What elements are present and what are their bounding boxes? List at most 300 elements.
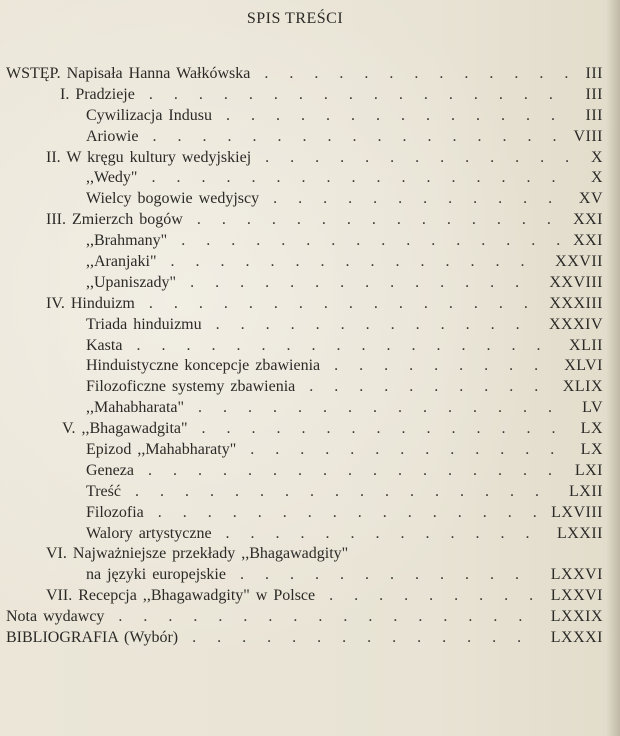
dot-leader: . — [232, 503, 237, 521]
dot-leader: . — [134, 482, 139, 500]
dot-leader: . — [259, 482, 264, 500]
dot-leader: . — [379, 587, 384, 605]
dot-leader: . — [407, 503, 412, 521]
dot-leader: . — [248, 294, 253, 312]
dot-leader: . — [215, 273, 220, 291]
dot-leader: . — [381, 232, 386, 250]
dot-leader: . — [452, 127, 457, 145]
dot-leader: . — [198, 294, 203, 312]
dot-leader: . — [273, 190, 278, 208]
dot-leader: . — [423, 85, 428, 103]
dot-leader: . — [397, 461, 402, 479]
dot-leader: . — [325, 106, 330, 124]
toc-entry-page-number: LXVIII — [551, 503, 603, 521]
toc-entry-title: Wielcy bogowie wedyjscy — [86, 190, 260, 208]
dot-leader: . — [268, 608, 273, 626]
dot-leader: . — [373, 190, 378, 208]
dot-leader: . — [384, 482, 389, 500]
dot-leader: . — [325, 441, 330, 459]
toc-entry-title: Geneza — [86, 461, 134, 479]
dot-leader: . — [170, 253, 175, 271]
toc-entry-title: Ariowie — [86, 127, 139, 145]
toc-entry — [0, 64, 620, 85]
dot-leader: . — [375, 441, 380, 459]
dot-leader: . — [436, 336, 441, 354]
toc-entry-title: BIBLIOGRAFIA (Wybór) — [6, 629, 179, 647]
dot-leader: . — [182, 503, 187, 521]
dot-leader: . — [525, 524, 530, 542]
dot-leader: . — [406, 232, 411, 250]
page-title: SPIS TREŚCI — [246, 10, 344, 27]
dot-leader: . — [250, 441, 255, 459]
dot-leader: . — [472, 461, 477, 479]
dot-leader: . — [493, 608, 498, 626]
toc-entry — [0, 273, 620, 294]
dot-leader: . — [273, 85, 278, 103]
dot-leader: . — [484, 357, 489, 375]
dot-leader: . — [345, 253, 350, 271]
dot-leader: . — [326, 169, 331, 187]
dot-leader: . — [393, 608, 398, 626]
toc-entry — [0, 148, 620, 169]
toc-entry-title: II. W kręgu kultury wedyjskiej — [46, 148, 252, 166]
dot-leader: . — [323, 190, 328, 208]
dot-leader: . — [173, 85, 178, 103]
dot-leader: . — [527, 127, 532, 145]
dot-leader: . — [414, 566, 419, 584]
dot-leader: . — [440, 315, 445, 333]
dot-leader: . — [265, 273, 270, 291]
dot-leader: . — [507, 503, 512, 521]
toc-entry — [0, 231, 620, 252]
dot-leader: . — [373, 399, 378, 417]
dot-leader: . — [239, 566, 244, 584]
toc-entry-title: ,,Brahmany" — [86, 232, 168, 250]
toc-entry-title: III. Zmierzch bogów — [46, 211, 183, 229]
toc-entry — [0, 336, 620, 357]
dot-leader: . — [300, 441, 305, 459]
toc-entry-title: Hinduistyczne koncepcje zbawienia — [86, 357, 321, 375]
dot-leader: . — [473, 85, 478, 103]
toc-entry-title: Filozoficzne systemy zbawienia — [86, 378, 296, 396]
dot-leader: . — [509, 357, 514, 375]
dot-leader: . — [348, 294, 353, 312]
dot-leader: . — [198, 399, 203, 417]
dot-leader: . — [186, 336, 191, 354]
dot-leader: . — [398, 399, 403, 417]
dot-leader: . — [315, 273, 320, 291]
dot-leader: . — [265, 315, 270, 333]
dot-leader: . — [336, 336, 341, 354]
dot-leader: . — [356, 232, 361, 250]
dot-leader: . — [551, 169, 556, 187]
dot-leader: . — [534, 357, 539, 375]
dot-leader: . — [395, 253, 400, 271]
dot-leader: . — [173, 294, 178, 312]
toc-entry-page-number: XXI — [573, 211, 603, 229]
dot-leader: . — [348, 399, 353, 417]
dot-leader: . — [223, 85, 228, 103]
dot-leader: . — [157, 503, 162, 521]
dot-leader: . — [340, 315, 345, 333]
dot-leader: . — [309, 482, 314, 500]
toc-entry — [0, 127, 620, 148]
dot-leader: . — [459, 482, 464, 500]
dot-leader: . — [431, 232, 436, 250]
dot-leader: . — [409, 482, 414, 500]
dot-leader: . — [400, 524, 405, 542]
dot-leader: . — [515, 315, 520, 333]
dot-leader: . — [361, 336, 366, 354]
toc-entry-page-number: LXXXI — [550, 629, 603, 647]
dot-leader: . — [227, 127, 232, 145]
dot-leader: . — [434, 482, 439, 500]
dot-leader: . — [459, 378, 464, 396]
toc-entry-page-number: LXII — [569, 482, 603, 500]
toc-entry — [0, 503, 620, 524]
toc-entry — [0, 544, 620, 565]
dot-leader: . — [490, 315, 495, 333]
dot-leader: . — [315, 315, 320, 333]
dot-leader: . — [498, 85, 503, 103]
dot-leader: . — [520, 253, 525, 271]
dot-leader: . — [147, 461, 152, 479]
dot-leader: . — [495, 253, 500, 271]
dot-leader: . — [484, 482, 489, 500]
dot-leader: . — [504, 587, 509, 605]
dot-leader: . — [184, 482, 189, 500]
dot-leader: . — [257, 503, 262, 521]
dot-leader: . — [307, 503, 312, 521]
dot-leader: . — [357, 503, 362, 521]
dot-leader: . — [334, 378, 339, 396]
dot-leader: . — [461, 336, 466, 354]
dot-leader: . — [402, 127, 407, 145]
dot-leader: . — [339, 65, 344, 82]
dot-leader: . — [236, 336, 241, 354]
dot-leader: . — [206, 232, 211, 250]
dot-leader: . — [398, 294, 403, 312]
dot-leader: . — [247, 461, 252, 479]
toc-entry-page-number: XLVI — [564, 357, 603, 375]
dot-leader: . — [526, 169, 531, 187]
dot-leader: . — [450, 441, 455, 459]
dot-leader: . — [526, 420, 531, 438]
toc-entry-page-number: LV — [582, 399, 603, 417]
dot-leader: . — [347, 461, 352, 479]
dot-leader: . — [277, 127, 282, 145]
dot-leader: . — [251, 169, 256, 187]
dot-leader: . — [509, 482, 514, 500]
dot-leader: . — [517, 629, 522, 647]
dot-leader: . — [364, 65, 369, 82]
toc-entry-page-number: VIII — [573, 127, 603, 145]
dot-leader: . — [217, 629, 222, 647]
dot-leader: . — [451, 420, 456, 438]
dot-leader: . — [373, 294, 378, 312]
dot-leader: . — [275, 441, 280, 459]
dot-leader: . — [118, 608, 123, 626]
dot-leader: . — [417, 629, 422, 647]
toc-entry-page-number: LX — [580, 420, 603, 438]
toc-entry — [0, 294, 620, 315]
toc-entry-title: Walory artystyczne — [86, 524, 212, 542]
toc-entry-title: ,,Upaniszady" — [86, 273, 177, 291]
dot-leader: . — [168, 608, 173, 626]
dot-leader: . — [329, 587, 334, 605]
toc-entry-page-number: LX — [580, 441, 603, 459]
dot-leader: . — [476, 420, 481, 438]
dot-leader: . — [281, 232, 286, 250]
dot-leader: . — [351, 420, 356, 438]
dot-leader: . — [443, 608, 448, 626]
dot-leader: . — [375, 106, 380, 124]
dot-leader: . — [548, 85, 553, 103]
toc-entry — [0, 189, 620, 210]
dot-leader: . — [365, 273, 370, 291]
toc-entry-page-number: LXXVI — [550, 566, 603, 584]
dot-leader: . — [400, 441, 405, 459]
dot-leader: . — [352, 127, 357, 145]
toc-entry-title: na języki europejskie — [86, 566, 226, 584]
dot-leader: . — [532, 503, 537, 521]
dot-leader: . — [459, 357, 464, 375]
dot-leader: . — [534, 482, 539, 500]
dot-leader: . — [196, 211, 201, 229]
dot-leader: . — [372, 461, 377, 479]
dot-leader: . — [201, 420, 206, 438]
toc-entry-page-number: X — [590, 169, 603, 187]
dot-leader: . — [509, 378, 514, 396]
dot-leader: . — [350, 441, 355, 459]
dot-leader: . — [457, 503, 462, 521]
dot-leader: . — [265, 148, 270, 166]
dot-leader: . — [331, 232, 336, 250]
dot-leader: . — [193, 608, 198, 626]
dot-leader: . — [143, 608, 148, 626]
dot-leader: . — [368, 608, 373, 626]
dot-leader: . — [359, 378, 364, 396]
dot-leader: . — [348, 190, 353, 208]
toc-entry-title: VI. Najważniejsze przekłady ,,Bhagawadgity" — [46, 545, 349, 563]
dot-leader: . — [284, 482, 289, 500]
dot-leader: . — [506, 232, 511, 250]
toc-entry-page-number: XXXIII — [549, 294, 603, 312]
dot-leader: . — [271, 211, 276, 229]
dot-leader: . — [314, 566, 319, 584]
dot-leader: . — [548, 190, 553, 208]
dot-leader: . — [523, 190, 528, 208]
dot-leader: . — [192, 629, 197, 647]
toc-entry-page-number: LXXIX — [550, 608, 603, 626]
toc-entry-title: IV. Hinduizm — [46, 294, 135, 312]
dot-leader: . — [434, 357, 439, 375]
dot-leader: . — [172, 461, 177, 479]
dot-leader: . — [448, 399, 453, 417]
dot-leader: . — [515, 273, 520, 291]
dot-leader: . — [502, 127, 507, 145]
dot-leader: . — [546, 211, 551, 229]
dot-leader: . — [414, 65, 419, 82]
dot-leader: . — [425, 441, 430, 459]
dot-leader: . — [390, 273, 395, 291]
dot-leader: . — [350, 106, 355, 124]
dot-leader: . — [386, 336, 391, 354]
dot-leader: . — [475, 441, 480, 459]
dot-leader: . — [564, 65, 569, 82]
toc-entry-title: I. Pradzieje — [60, 85, 135, 103]
dot-leader: . — [536, 336, 541, 354]
dot-leader: . — [464, 566, 469, 584]
dot-leader: . — [418, 608, 423, 626]
dot-leader: . — [325, 524, 330, 542]
toc-entry-page-number: XLII — [569, 336, 603, 354]
toc-entry-title: Filozofia — [86, 503, 144, 521]
dot-leader: . — [426, 420, 431, 438]
dot-leader: . — [425, 524, 430, 542]
dot-leader: . — [293, 608, 298, 626]
toc-entry — [0, 252, 620, 273]
dot-leader: . — [515, 148, 520, 166]
dot-leader: . — [275, 106, 280, 124]
dot-leader: . — [317, 629, 322, 647]
dot-leader: . — [207, 503, 212, 521]
dot-leader: . — [275, 524, 280, 542]
dot-leader: . — [392, 629, 397, 647]
dot-leader: . — [445, 253, 450, 271]
dot-leader: . — [276, 420, 281, 438]
dot-leader: . — [370, 253, 375, 271]
dot-leader: . — [190, 273, 195, 291]
dot-leader: . — [471, 211, 476, 229]
dot-leader: . — [439, 566, 444, 584]
toc-entry — [0, 565, 620, 586]
toc-entry — [0, 461, 620, 482]
dot-leader: . — [320, 253, 325, 271]
dot-leader: . — [376, 169, 381, 187]
dot-leader: . — [226, 169, 231, 187]
dot-leader: . — [211, 336, 216, 354]
dot-leader: . — [159, 482, 164, 500]
dot-leader: . — [234, 482, 239, 500]
dot-leader: . — [252, 127, 257, 145]
dot-leader: . — [334, 357, 339, 375]
dot-leader: . — [250, 524, 255, 542]
dot-leader: . — [342, 629, 347, 647]
dot-leader: . — [454, 587, 459, 605]
dot-leader: . — [321, 211, 326, 229]
dot-leader: . — [496, 211, 501, 229]
dot-leader: . — [501, 420, 506, 438]
toc-entry — [0, 440, 620, 461]
dot-leader: . — [450, 106, 455, 124]
dot-leader: . — [476, 169, 481, 187]
dot-leader: . — [240, 315, 245, 333]
dot-leader: . — [548, 399, 553, 417]
toc-entry-page-number: XXVII — [555, 253, 603, 271]
dot-leader: . — [340, 148, 345, 166]
dot-leader: . — [450, 524, 455, 542]
dot-leader: . — [322, 461, 327, 479]
dot-leader: . — [264, 65, 269, 82]
dot-leader: . — [464, 65, 469, 82]
dot-leader: . — [371, 211, 376, 229]
dot-leader: . — [468, 608, 473, 626]
dot-leader: . — [390, 148, 395, 166]
dot-leader: . — [231, 232, 236, 250]
dot-leader: . — [292, 629, 297, 647]
dot-leader: . — [334, 482, 339, 500]
dot-leader: . — [225, 106, 230, 124]
toc-entry-page-number: X — [590, 148, 603, 166]
dot-leader: . — [323, 294, 328, 312]
dot-leader: . — [282, 503, 287, 521]
dot-leader: . — [382, 503, 387, 521]
dot-leader: . — [482, 503, 487, 521]
dot-leader: . — [295, 253, 300, 271]
dot-leader: . — [197, 461, 202, 479]
dot-leader: . — [311, 336, 316, 354]
toc-entry — [0, 524, 620, 545]
dot-leader: . — [245, 253, 250, 271]
dot-leader: . — [240, 273, 245, 291]
dot-leader: . — [298, 190, 303, 208]
dot-leader: . — [409, 378, 414, 396]
toc-entry-page-number: LXXII — [556, 524, 603, 542]
dot-leader: . — [389, 65, 394, 82]
dot-leader: . — [261, 336, 266, 354]
dot-leader: . — [447, 461, 452, 479]
dot-leader: . — [398, 85, 403, 103]
dot-leader: . — [161, 336, 166, 354]
toc-entry-page-number: III — [585, 65, 603, 82]
dot-leader: . — [556, 232, 561, 250]
dot-leader: . — [298, 294, 303, 312]
dot-leader: . — [384, 378, 389, 396]
toc-entry — [0, 607, 620, 628]
toc-entry-page-number: XXVIII — [549, 273, 603, 291]
toc-entry — [0, 586, 620, 607]
dot-leader: . — [248, 85, 253, 103]
dot-leader: . — [359, 357, 364, 375]
dot-leader: . — [423, 190, 428, 208]
toc-entry — [0, 419, 620, 440]
dot-leader: . — [350, 524, 355, 542]
dot-leader: . — [136, 336, 141, 354]
toc-entry-page-number: XV — [578, 190, 603, 208]
dot-leader: . — [534, 378, 539, 396]
dot-leader: . — [248, 399, 253, 417]
toc-entry-page-number: XXI — [573, 232, 603, 250]
dot-leader: . — [422, 461, 427, 479]
dot-leader: . — [225, 524, 230, 542]
dot-leader: . — [365, 148, 370, 166]
dot-leader: . — [301, 169, 306, 187]
dot-leader: . — [276, 169, 281, 187]
toc-entry-title: Epizod ,,Mahabharaty" — [86, 441, 237, 459]
dot-leader: . — [326, 420, 331, 438]
dot-leader: . — [290, 315, 295, 333]
dot-leader: . — [500, 441, 505, 459]
dot-leader: . — [423, 294, 428, 312]
dot-leader: . — [498, 190, 503, 208]
dot-leader: . — [409, 357, 414, 375]
dot-leader: . — [373, 85, 378, 103]
dot-leader: . — [442, 629, 447, 647]
dot-leader: . — [415, 273, 420, 291]
dot-leader: . — [492, 629, 497, 647]
dot-leader: . — [448, 85, 453, 103]
